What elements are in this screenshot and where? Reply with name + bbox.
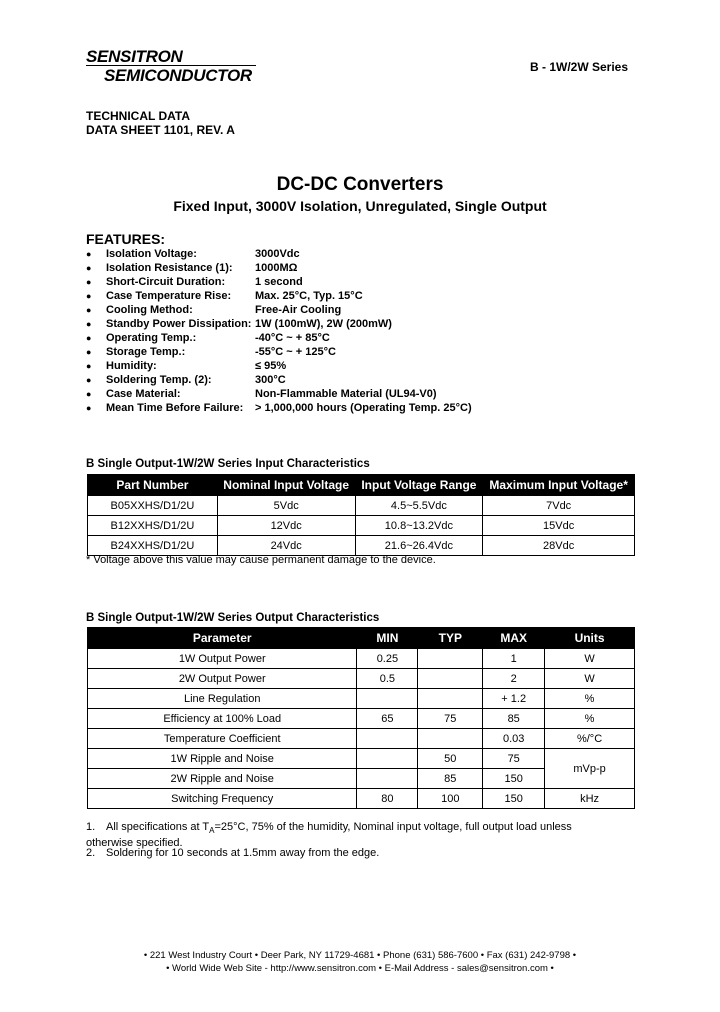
footnote-number: 2.	[86, 847, 96, 859]
table-cell: 0.03	[483, 729, 545, 749]
table-cell: 1	[483, 649, 545, 669]
table-cell: kHz	[545, 789, 635, 809]
bullet-icon: ●	[86, 403, 92, 413]
table-cell	[418, 729, 483, 749]
bullet-icon: ●	[86, 263, 92, 273]
table-cell: 85	[483, 709, 545, 729]
feature-value: Free-Air Cooling	[255, 304, 342, 316]
table-cell: B24XXHS/D1/2U	[88, 536, 218, 556]
column-header: Units	[545, 628, 635, 649]
table-cell	[357, 769, 418, 789]
features-heading: FEATURES:	[86, 231, 166, 247]
footnote-1	[86, 821, 616, 850]
feature-value: Max. 25°C, Typ. 15°C	[255, 290, 363, 302]
table-cell	[357, 729, 418, 749]
footnote-number: 1.	[86, 821, 96, 833]
footer-address: • 221 West Industry Court • Deer Park, NY 11729-4681 • Phone (631) 586-7600 • Fax (631) 242-9798 •	[143, 950, 577, 961]
series-label: B - 1W/2W Series	[530, 60, 629, 74]
column-header: Part Number	[88, 475, 218, 496]
feature-item	[86, 303, 472, 317]
page-subtitle: Fixed Input, 3000V Isolation, Unregulated, Single Output	[173, 198, 547, 214]
table-cell: 15Vdc	[483, 516, 635, 536]
input-characteristics-table	[87, 474, 635, 556]
feature-label: Case Temperature Rise:	[106, 290, 232, 302]
table-row	[88, 496, 635, 516]
table-row	[88, 669, 635, 689]
table-cell: %/°C	[545, 729, 635, 749]
table-cell: B12XXHS/D1/2U	[88, 516, 218, 536]
feature-label: Operating Temp.:	[106, 332, 197, 344]
input-table-note: * Voltage above this value may cause permanent damage to the device.	[86, 554, 436, 566]
column-header: Input Voltage Range	[355, 475, 483, 496]
table-row	[88, 789, 635, 809]
column-header: Parameter	[88, 628, 357, 649]
table-cell: Line Regulation	[88, 689, 357, 709]
feature-label: Humidity:	[106, 360, 157, 372]
footnote-subscript: A	[209, 826, 215, 836]
feature-label: Isolation Resistance (1):	[106, 262, 233, 274]
feature-item	[86, 359, 472, 373]
feature-value: > 1,000,000 hours (Operating Temp. 25°C)	[255, 402, 472, 414]
footer-web: • World Wide Web Site - http://www.sensitron.com • E-Mail Address - sales@sensitron.com •	[166, 963, 554, 974]
output-characteristics-table	[87, 627, 635, 809]
bullet-icon: ●	[86, 249, 92, 259]
table-cell: 10.8~13.2Vdc	[355, 516, 483, 536]
feature-value: -40°C ~ + 85°C	[255, 332, 330, 344]
feature-label: Cooling Method:	[106, 304, 193, 316]
input-table-title: B Single Output-1W/2W Series Input Characteristics	[86, 458, 370, 470]
table-cell: Switching Frequency	[88, 789, 357, 809]
feature-item	[86, 331, 472, 345]
table-cell: 100	[418, 789, 483, 809]
table-row	[88, 516, 635, 536]
table-cell: 1W Ripple and Noise	[88, 749, 357, 769]
table-cell: B05XXHS/D1/2U	[88, 496, 218, 516]
table-cell: 50	[418, 749, 483, 769]
footnote-2	[86, 847, 379, 860]
feature-label: Standby Power Dissipation:	[106, 318, 252, 330]
table-cell: mVp-p	[545, 749, 635, 789]
table-cell: 75	[418, 709, 483, 729]
feature-label: Soldering Temp. (2):	[106, 374, 212, 386]
table-cell: + 1.2	[483, 689, 545, 709]
output-table-title: B Single Output-1W/2W Series Output Characteristics	[86, 612, 380, 624]
bullet-icon: ●	[86, 319, 92, 329]
table-cell: 2W Ripple and Noise	[88, 769, 357, 789]
footnote-text: Soldering for 10 seconds at 1.5mm away from the edge.	[106, 847, 380, 859]
table-cell: 2	[483, 669, 545, 689]
bullet-icon: ●	[86, 389, 92, 399]
feature-item	[86, 275, 472, 289]
table-cell: 2W Output Power	[88, 669, 357, 689]
table-cell: 12Vdc	[217, 516, 355, 536]
feature-item	[86, 261, 472, 275]
table-cell: W	[545, 669, 635, 689]
feature-item	[86, 373, 472, 387]
feature-value: -55°C ~ + 125°C	[255, 346, 336, 358]
feature-label: Short-Circuit Duration:	[106, 276, 226, 288]
table-cell: 75	[483, 749, 545, 769]
bullet-icon: ●	[86, 333, 92, 343]
table-cell: 65	[357, 709, 418, 729]
feature-label: Storage Temp.:	[106, 346, 186, 358]
technical-data-block	[86, 109, 235, 137]
footnote-text: All specifications at T	[106, 821, 210, 833]
table-row	[88, 729, 635, 749]
table-cell: Efficiency at 100% Load	[88, 709, 357, 729]
feature-value: ≤ 95%	[255, 360, 287, 372]
table-cell: 85	[418, 769, 483, 789]
column-header: Maximum Input Voltage*	[483, 475, 635, 496]
bullet-icon: ●	[86, 277, 92, 287]
table-cell: 4.5~5.5Vdc	[355, 496, 483, 516]
table-cell: 80	[357, 789, 418, 809]
feature-label: Case Material:	[106, 388, 181, 400]
column-header: Nominal Input Voltage	[217, 475, 355, 496]
table-cell: 24Vdc	[217, 536, 355, 556]
feature-label: Isolation Voltage:	[106, 248, 197, 260]
table-cell: 7Vdc	[483, 496, 635, 516]
technical-data-label: TECHNICAL DATA	[86, 109, 190, 123]
table-cell: 150	[483, 789, 545, 809]
table-cell: %	[545, 689, 635, 709]
table-cell: 28Vdc	[483, 536, 635, 556]
table-row	[88, 749, 635, 769]
table-cell: 1W Output Power	[88, 649, 357, 669]
table-cell	[418, 669, 483, 689]
table-cell: W	[545, 649, 635, 669]
table-row	[88, 689, 635, 709]
bullet-icon: ●	[86, 347, 92, 357]
table-cell: 0.5	[357, 669, 418, 689]
table-cell	[357, 749, 418, 769]
table-cell	[418, 649, 483, 669]
feature-item	[86, 247, 472, 261]
column-header: MAX	[483, 628, 545, 649]
page-title: DC-DC Converters	[276, 174, 444, 195]
feature-item	[86, 345, 472, 359]
table-row	[88, 649, 635, 669]
logo-line-1: SENSITRON	[86, 47, 183, 66]
feature-value: 3000Vdc	[255, 248, 300, 260]
table-row	[88, 536, 635, 556]
footnote-text-continued: =25°C, 75% of the humidity, Nominal input voltage, full output load unless otherwise specified.	[86, 821, 572, 850]
feature-value: 300°C	[255, 374, 286, 386]
table-cell: 21.6~26.4Vdc	[355, 536, 483, 556]
feature-label: Mean Time Before Failure:	[106, 402, 244, 414]
feature-item	[86, 387, 472, 401]
table-cell	[418, 689, 483, 709]
table-cell: 0.25	[357, 649, 418, 669]
datasheet-label: DATA SHEET 1101, REV. A	[86, 123, 235, 137]
bullet-icon: ●	[86, 361, 92, 371]
feature-value: 1 second	[255, 276, 303, 288]
feature-item	[86, 289, 472, 303]
features-list	[86, 247, 472, 415]
column-header: TYP	[418, 628, 483, 649]
table-cell: %	[545, 709, 635, 729]
feature-value: 1W (100mW), 2W (200mW)	[255, 318, 392, 330]
logo-line-2: SEMICONDUCTOR	[104, 66, 252, 85]
bullet-icon: ●	[86, 291, 92, 301]
bullet-icon: ●	[86, 305, 92, 315]
feature-item	[86, 317, 472, 331]
feature-value: Non-Flammable Material (UL94-V0)	[255, 388, 437, 400]
feature-value: 1000MΩ	[255, 262, 298, 274]
table-cell: 5Vdc	[217, 496, 355, 516]
column-header: MIN	[357, 628, 418, 649]
feature-item	[86, 401, 472, 415]
table-cell: 150	[483, 769, 545, 789]
bullet-icon: ●	[86, 375, 92, 385]
table-cell	[357, 689, 418, 709]
table-row	[88, 709, 635, 729]
table-cell: Temperature Coefficient	[88, 729, 357, 749]
